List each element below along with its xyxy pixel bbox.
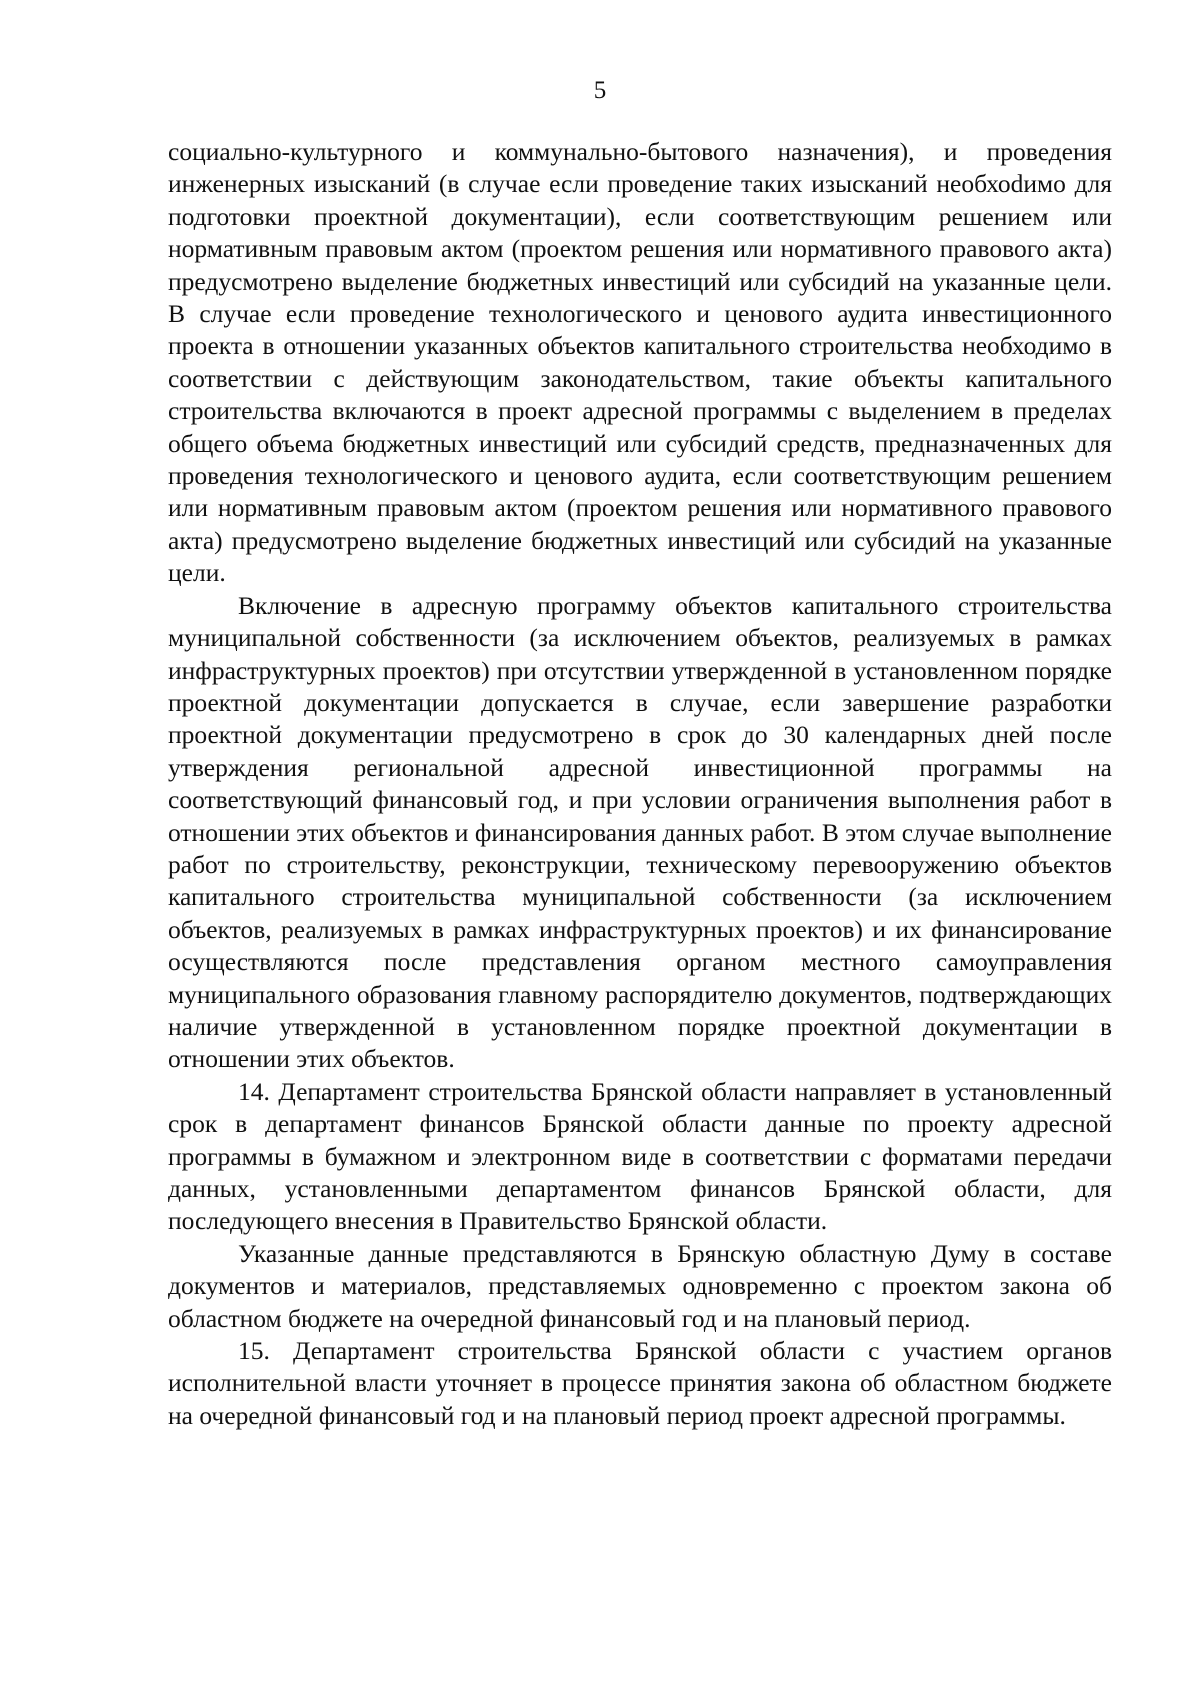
document-body: [168, 136, 1112, 1432]
paragraph-inclusion-municipal-objects: Включение в адресную программу объектов капитального строительства муниципальной собственности (за исключением объектов, реализуемых в рамках инфраструктурных проектов) при отсутствии утвержденной в установленном порядке проектной документации допускается в случае, если завершение разработки проектной документации предусмотрено в срок до 30 календарных дней после утверждения региональной адресной инвестиционной программы на соответствующий финансовый год, и при условии ограничения выполнения работ в отношении этих объектов и финансирования данных работ. В этом случае выполнение работ по строительству, реконструкции, техническому перевооружению объектов капитального строительства муниципальной собственности (за исключением объектов, реализуемых в рамках инфраструктурных проектов) и их финансирование осуществляются после представления органом местного самоуправления муниципального образования главному распорядителю документов, подтверждающих наличие утвержденной в установленном порядке проектной документации в отношении этих объектов.: [168, 590, 1112, 1074]
paragraph-data-to-duma: Указанные данные представляются в Брянскую областную Думу в составе документов и материалов, представляемых одновременно с проектом закона об областном бюджете на очередной финансовый год и на плановый период.: [168, 1238, 1112, 1333]
paragraph-continuation: социально-культурного и коммунально-бытового назначения), и проведения инженерных изысканий (в случае если проведение таких изысканий необхоdимо для подготовки проектной документации), если соответствующим решением или нормативным правовым актом (проектом решения или нормативного правового акта) предусмотрено выделение бюджетных инвестиций или субсидий на указанные цели. В случае если проведение технологического и ценового аудита инвестиционного проекта в отношении указанных объектов капитального строительства необходимо в соответствии с действующим законодательством, такие объекты капитального строительства включаются в проект адресной программы с выделением в пределах общего объема бюджетных инвестиций или субсидий средств, предназначенных для проведения технологического и ценового аудита, если соответствующим решением или нормативным правовым актом (проектом решения или нормативного правового акта) предусмотрено выделение бюджетных инвестиций или субсидий на указанные цели.: [168, 137, 1112, 588]
page-number: 5: [593, 77, 607, 104]
paragraph-item-14: 14. Департамент строительства Брянской области направляет в установленный срок в департамент финансов Брянской области данные по проекту адресной программы в бумажном и электронном виде в соответствии с форматами передачи данных, установленными департаментом финансов Брянской области, для последующего внесения в Правительство Брянской области.: [168, 1076, 1112, 1236]
paragraph-item-15: 15. Департамент строительства Брянской области с участием органов исполнительной власти уточняет в процессе принятия закона об областном бюджете на очередной финансовый год и на плановый период проект адресной программы.: [168, 1336, 1112, 1430]
